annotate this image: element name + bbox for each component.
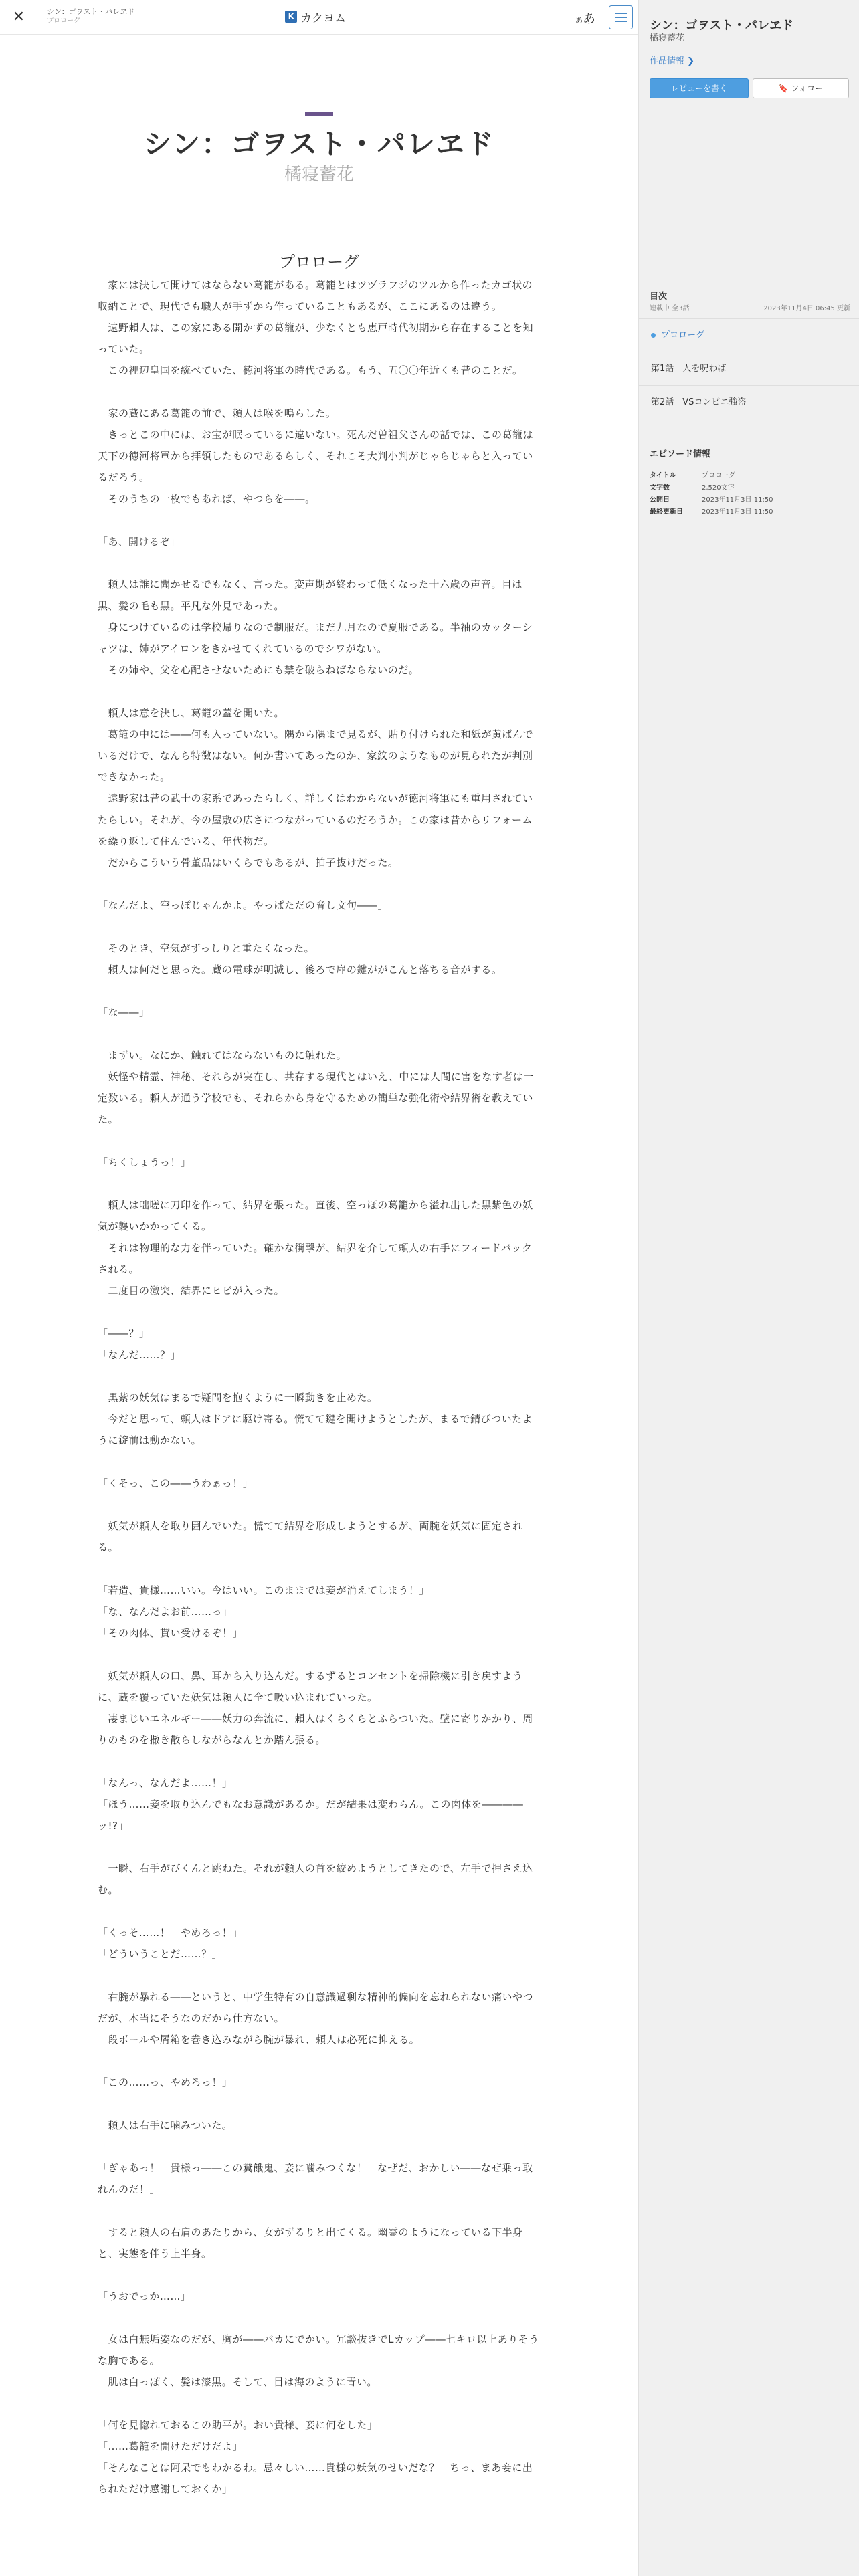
toc-toggle-button[interactable] xyxy=(609,5,633,29)
body-paragraph: 妖気が頼人を取り囲んでいた。慌てて結界を形成しようとするが、両腕を妖気に固定される。 xyxy=(98,1520,523,1553)
body-paragraph: そのうちの一枚でもあれば、やつらを――。 xyxy=(98,493,316,505)
body-paragraph: すると頼人の右肩のあたりから、女がずるりと出てくる。幽霊のようになっている下半身と、実態を伴う上半身。 xyxy=(98,2226,523,2260)
brand-name: カクヨム xyxy=(300,11,346,25)
body-paragraph: だからこういう骨董品はいくらでもあるが、拍子抜けだった。 xyxy=(98,857,399,869)
paragraph-spacer xyxy=(98,1130,539,1152)
toc-item-label: 第2話 VSコンビニ強盗 xyxy=(651,397,747,407)
paragraph-spacer xyxy=(98,1836,539,1858)
paragraph-spacer xyxy=(98,916,539,938)
paragraph-spacer xyxy=(98,980,539,1002)
body-paragraph: 今だと思って、頼人はドアに駆け寄る。慌てて鍵を開けようとしたが、まるで錆びついたように錠前は動かない。 xyxy=(98,1413,533,1446)
body-paragraph: 妖怪や精霊、神秘、それらが実在し、共存する現代とはいえ、中には人間に害をなす者は一定数いる。頼人が通う学校でも、それらから身を守るための簡単な強化術や結界術を教えていた。 xyxy=(98,1071,534,1125)
current-episode-dot-icon xyxy=(651,333,656,338)
paragraph-spacer xyxy=(98,2264,539,2286)
body-paragraph: 「……葛籠を開けただけだよ」 xyxy=(98,2440,244,2452)
toc-item-episode-2[interactable] xyxy=(639,385,859,419)
body-paragraph: 葛籠の中には――何も入っていない。隅から隅まで見るが、貼り付けられた和紙が黄ばんでいるだけで、なんら特徴はない。何か書いてあったのか、家紋のようなものが見られたが判別できなかった。 xyxy=(98,728,534,783)
body-paragraph: 身につけているのは学校帰りなので制服だ。まだ九月なので夏服である。半袖のカッターシャツは、姉がアイロンをきかせてくれているのでシワがない。 xyxy=(98,621,533,655)
info-value: プロローグ xyxy=(702,471,735,479)
work-meta xyxy=(47,7,134,26)
sidebar xyxy=(638,0,859,2576)
paragraph-spacer xyxy=(98,1965,539,1986)
menu-lines-icon xyxy=(615,21,627,22)
body-paragraph: 「な――」 xyxy=(98,1006,150,1018)
paragraph-spacer xyxy=(98,1173,539,1194)
toc-status: 連載中 全3話 xyxy=(650,305,690,312)
body-paragraph: それは物理的な力を伴っていた。確かな衝撃が、結界を介して頼人の右手にフィードバックされる。 xyxy=(98,1242,533,1275)
body-paragraph: 肌は白っぽく、髪は漆黒。そして、目は海のように青い。 xyxy=(98,2376,377,2388)
work-info-link[interactable]: 作品情報 ❯ xyxy=(650,56,695,66)
body-paragraph: 「なんだ……？」 xyxy=(98,1349,181,1361)
title-block xyxy=(0,112,638,186)
info-value: 2,520文字 xyxy=(702,484,735,492)
paragraph-spacer xyxy=(98,2307,539,2329)
paragraph-spacer xyxy=(98,1644,539,1665)
novel-author[interactable]: 橘寝蓄花 xyxy=(284,165,354,185)
episode-info-row xyxy=(650,504,850,516)
body-paragraph: 女は白無垢姿なのだが、胸が――バカにでかい。冗談抜きでLカップ――七キロ以上ありそうな胸である。 xyxy=(98,2333,539,2367)
follow-button[interactable]: 🔖 フォロー xyxy=(753,78,849,98)
write-review-button[interactable]: レビューを書く xyxy=(650,78,749,98)
toc-item-prologue[interactable] xyxy=(639,318,859,352)
info-value: 2023年11月3日 11:50 xyxy=(702,496,773,504)
episode-title: プロローグ xyxy=(279,253,359,272)
sidebar-work-title[interactable]: シン：ゴヲスト・パレヱド xyxy=(650,19,794,33)
header-work-title[interactable]: シン：ゴヲスト・パレヱド xyxy=(47,7,135,16)
body-paragraph: 家には決して開けてはならない葛籠がある。葛籠とはツヅラフジのツルから作ったカゴ状の収納ことで、現代でも職人が手ずから作っていることもあるが、ここにあるのは違う。 xyxy=(98,279,533,312)
paragraph-spacer xyxy=(98,1901,539,1922)
body-paragraph: 「くそっ、この――うわぁっ！」 xyxy=(98,1477,254,1489)
info-key: 文字数 xyxy=(650,484,670,492)
body-paragraph: 妖気が頼人の口、鼻、耳から入り込んだ。するずるとコンセントを掃除機に引き戻すように、蔵を覆っていた妖気は頼人に全て吸い込まれていった。 xyxy=(98,1670,523,1703)
paragraph-spacer xyxy=(98,1366,539,1387)
toc-heading: 目次 xyxy=(650,292,668,302)
body-paragraph: 「くっそ……！ やめろっ！」 xyxy=(98,1927,243,1939)
body-paragraph: 「どういうことだ……？」 xyxy=(98,1948,223,1960)
toc-item-label: 第1話 人を呪わば xyxy=(651,364,727,374)
body-paragraph: 「――？」 xyxy=(98,1327,150,1339)
paragraph-spacer xyxy=(98,1301,539,1323)
menu-lines-icon xyxy=(615,17,627,18)
paragraph-spacer xyxy=(98,1494,539,1515)
body-paragraph: 「なんだよ、空っぽじゃんかよ。やっぱただの脅し文句――」 xyxy=(98,899,389,911)
paragraph-spacer xyxy=(98,681,539,702)
font-small-glyph: あ xyxy=(575,16,583,25)
body-paragraph: 頼人は誰に聞かせるでもなく、言った。変声期が終わって低くなった十六歳の声音。目は黒、髪の毛も黒。平凡な外見であった。 xyxy=(98,578,522,612)
paragraph-spacer xyxy=(98,2393,539,2414)
body-paragraph: 凄まじいエネルギー――妖力の奔流に、頼人はくらくらとふらついた。壁に寄りかかり、周りのものを撒き散らしながらなんとか踏ん張る。 xyxy=(98,1713,533,1746)
close-icon[interactable]: ✕ xyxy=(12,9,25,25)
body-paragraph: まずい。なにか、触れてはならないものに触れた。 xyxy=(98,1049,347,1061)
body-paragraph: 二度目の激突、結界にヒビが入った。 xyxy=(98,1285,285,1297)
episode-info-row xyxy=(650,468,850,480)
kakuyomu-logo-icon: K xyxy=(285,11,297,23)
body-paragraph: その姉や、父を心配させないためにも禁を破らねばならないのだ。 xyxy=(98,664,419,676)
body-paragraph: きっとこの中には、お宝が眠っているに違いない。死んだ曽祖父さんの話では、この葛籠は天下の徳河将軍から拝領したものであるらしく、それこそ大判小判がじゃらじゃらと入っているだろう。 xyxy=(98,429,534,484)
body-paragraph: 「なんっ、なんだよ……！」 xyxy=(98,1777,233,1789)
body-paragraph: 「何を見惚れておるこの助平が。おい貴様、妾に何をした」 xyxy=(98,2419,378,2431)
body-paragraph: 段ボールや屑箱を巻き込みながら腕が暴れ、頼人は必死に抑える。 xyxy=(98,2034,420,2046)
paragraph-spacer xyxy=(98,1558,539,1580)
body-paragraph: 「ちくしょうっ！」 xyxy=(98,1156,191,1168)
body-paragraph: 頼人は咄嗟に刀印を作って、結界を張った。直後、空っぽの葛籠から溢れ出した黒紫色の妖気が襲いかかってくる。 xyxy=(98,1199,533,1232)
toc-updated: 2023年11月4日 06:45 更新 xyxy=(763,305,850,312)
body-paragraph: 遠野頼人は、この家にある開かずの葛籠が、少なくとも恵戸時代初期から存在することを知っていた。 xyxy=(98,322,534,355)
body-paragraph: この裡辺皇国を統べていた、徳河将軍の時代である。もう、五〇〇年近くも昔のことだ。 xyxy=(98,364,523,377)
novel-title: シン：ゴヲスト・パレヱド xyxy=(143,128,495,160)
body-paragraph: 右腕が暴れる――というと、中学生特有の自意識過剰な精神的偏向を忘れられない痛いやつだが、本当にそうなのだから仕方ない。 xyxy=(98,1991,534,2024)
body-paragraph: 黒紫の妖気はまるで疑問を抱くように一瞬動きを止めた。 xyxy=(98,1392,378,1404)
body-paragraph: 「な、なんだよお前……っ」 xyxy=(98,1606,233,1618)
episode-info-heading: エピソード情報 xyxy=(650,449,711,459)
info-key: 公開日 xyxy=(650,496,670,504)
paragraph-spacer xyxy=(98,510,539,531)
body-paragraph: 遠野家は昔の武士の家系であったらしく、詳しくはわからないが徳河将軍にも重用されていたらしい。それが、今の屋敷の広さにつながっているのだろうか。この家は昔からリフォームを繰り返して住んでいる、年代物だ。 xyxy=(98,792,533,847)
episode-body xyxy=(98,274,539,2500)
body-paragraph: 「この……っ、やめろっ！」 xyxy=(98,2076,233,2088)
body-paragraph: 頼人は意を決し、葛籠の蓋を開いた。 xyxy=(98,707,285,719)
body-paragraph: 「そんなことは阿呆でもわかるわ。忌々しい……貴様の妖気のせいだな？ ちっ、まあ妾に出られただけ感謝しておくか」 xyxy=(98,2462,533,2495)
body-paragraph: 「若造、貴様……いい。今はいい。このままでは妾が消えてしまう！」 xyxy=(98,1584,430,1596)
info-key: 最終更新日 xyxy=(650,508,683,516)
body-paragraph: 家の蔵にある葛籠の前で、頼人は喉を鳴らした。 xyxy=(98,407,337,419)
brand-logo[interactable] xyxy=(285,9,346,24)
episode-info-row xyxy=(650,480,850,492)
sidebar-author[interactable]: 橘寝蓄花 xyxy=(650,33,685,43)
paragraph-spacer xyxy=(98,2050,539,2072)
paragraph-spacer xyxy=(98,2093,539,2115)
toc-meta xyxy=(650,302,850,312)
body-paragraph: 「ぎゃあっ！ 貴様っ――この糞餓鬼、妾に噛みつくな！ なぜだ、おかしい――なぜ乗っ取れんのだ！」 xyxy=(98,2162,533,2195)
body-paragraph: 一瞬、右手がびくんと跳ねた。それが頼人の首を絞めようとしてきたので、左手で押さえ込む。 xyxy=(98,1862,533,1896)
body-paragraph: 「うおでっか……」 xyxy=(98,2290,191,2302)
info-value: 2023年11月3日 11:50 xyxy=(702,508,773,516)
episode-info-row xyxy=(650,492,850,504)
info-key: タイトル xyxy=(650,471,676,479)
title-accent-bar xyxy=(305,112,333,116)
paragraph-spacer xyxy=(98,2200,539,2222)
body-paragraph: 「その肉体、貰い受けるぞ！」 xyxy=(98,1627,244,1639)
header-episode-label: プロローグ xyxy=(47,17,80,25)
font-large-glyph: あ xyxy=(583,11,596,26)
toc-list xyxy=(639,318,859,419)
paragraph-spacer xyxy=(98,1451,539,1473)
paragraph-spacer xyxy=(98,552,539,574)
paragraph-spacer xyxy=(98,381,539,403)
paragraph-spacer xyxy=(98,1751,539,1772)
reader-header xyxy=(0,0,638,35)
body-paragraph: 「あ、開けるぞ」 xyxy=(98,536,181,548)
body-paragraph: 「ほう……妾を取り込んでもなお意識があるか。だが結果は変わらん。この肉体を――――ッ!?」 xyxy=(98,1798,524,1832)
menu-lines-icon xyxy=(615,13,627,14)
font-settings-button[interactable] xyxy=(575,9,595,27)
body-paragraph: そのとき、空気がずっしりと重たくなった。 xyxy=(98,942,315,954)
toc-item-label: プロローグ xyxy=(661,330,705,340)
body-paragraph: 頼人は何だと思った。蔵の電球が明滅し、後ろで扉の鍵ががこんと落ちる音がする。 xyxy=(98,964,502,976)
paragraph-spacer xyxy=(98,873,539,895)
paragraph-spacer xyxy=(98,2136,539,2157)
episode-info-table xyxy=(650,468,850,516)
toc-item-episode-1[interactable] xyxy=(639,352,859,385)
body-paragraph: 頼人は右手に噛みついた。 xyxy=(98,2119,233,2131)
paragraph-spacer xyxy=(98,1023,539,1045)
